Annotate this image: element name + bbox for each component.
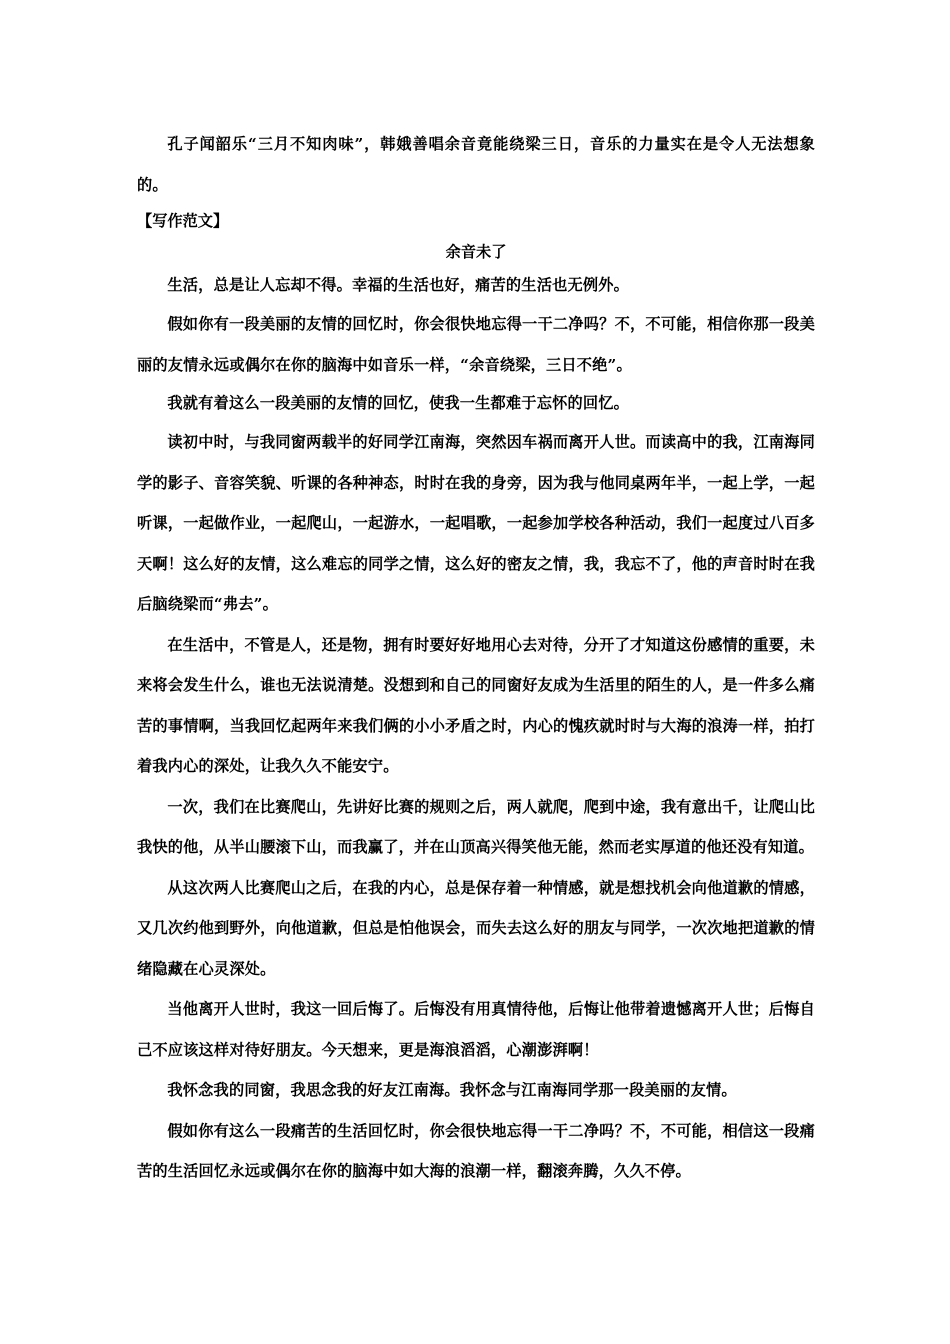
essay-paragraph: 一次，我们在比赛爬山，先讲好比赛的规则之后，两人就爬，爬到中途，我有意出千，让爬山比我快的他，从半山腰滚下山，而我赢了，并在山顶高兴得笑他无能，然而老实厚道的他还没有知道。 xyxy=(137,797,815,856)
essay-paragraph: 假如你有一段美丽的友情的回忆时，你会很快地忘得一干二净吗？不，不可能，相信你那一段美丽的友情永远或偶尔在你的脑海中如音乐一样，“余音绕梁，三日不绝”。 xyxy=(137,315,815,374)
essay-paragraph: 假如你有这么一段痛苦的生活回忆时，你会很快地忘得一干二净吗？不，不可能，相信这一段痛苦的生活回忆永远或偶尔在你的脑海中如大海的浪潮一样，翻滚奔腾，久久不停。 xyxy=(137,1121,815,1180)
intro-paragraph: 孔子闻韶乐“三月不知肉味”，韩娥善唱余音竟能绕梁三日，音乐的力量实在是令人无法想象的。 xyxy=(137,135,815,194)
essay-paragraph: 读初中时，与我同窗两载半的好同学江南海，突然因车祸而离开人世。而读高中的我，江南海同学的影子、音容笑貌、听课的各种神态，时时在我的身旁，因为我与他同桌两年半，一起上学，一起听课，一起做作业，一起爬山，一起游水，一起唱歌，一起参加学校各种活动，我们一起度过八百多天啊！这么好的友情，这么难忘的同学之情，这么好的密友之情，我，我忘不了，他的声音时时在我后脑绕梁而“弗去”。 xyxy=(137,433,815,613)
essay-paragraph: 我怀念我的同窗，我思念我的好友江南海。我怀念与江南海同学那一段美丽的友情。 xyxy=(167,1081,737,1099)
essay-title: 余音未了 xyxy=(445,243,507,261)
document-page xyxy=(137,124,815,1192)
essay-paragraph: 我就有着这么一段美丽的友情的回忆，使我一生都难于忘怀的回忆。 xyxy=(167,394,630,412)
essay-paragraph: 生活，总是让人忘却不得。幸福的生活也好，痛苦的生活也无例外。 xyxy=(167,276,630,294)
section-heading: 【写作范文】 xyxy=(137,212,229,230)
essay-paragraph: 从这次两人比赛爬山之后，在我的内心，总是保存着一种情感，就是想找机会向他道歉的情感，又几次约他到野外，向他道歉，但总是怕他误会，而失去这么好的朋友与同学，一次次地把道歉的情绪隐藏在心灵深处。 xyxy=(137,878,815,978)
essay-paragraph: 当他离开人世时，我这一回后悔了。后悔没有用真情待他，后悔让他带着遗憾离开人世；后悔自己不应该这样对待好朋友。今天想来，更是海浪滔滔，心潮澎湃啊！ xyxy=(137,1000,815,1059)
essay-paragraph: 在生活中，不管是人，还是物，拥有时要好好地用心去对待，分开了才知道这份感情的重要，未来将会发生什么，谁也无法说清楚。没想到和自己的同窗好友成为生活里的陌生的人，是一件多么痛苦的事情啊，当我回忆起两年来我们俩的小小矛盾之时，内心的愧疚就时时与大海的浪涛一样，拍打着我内心的深处，让我久久不能安宁。 xyxy=(137,635,815,775)
